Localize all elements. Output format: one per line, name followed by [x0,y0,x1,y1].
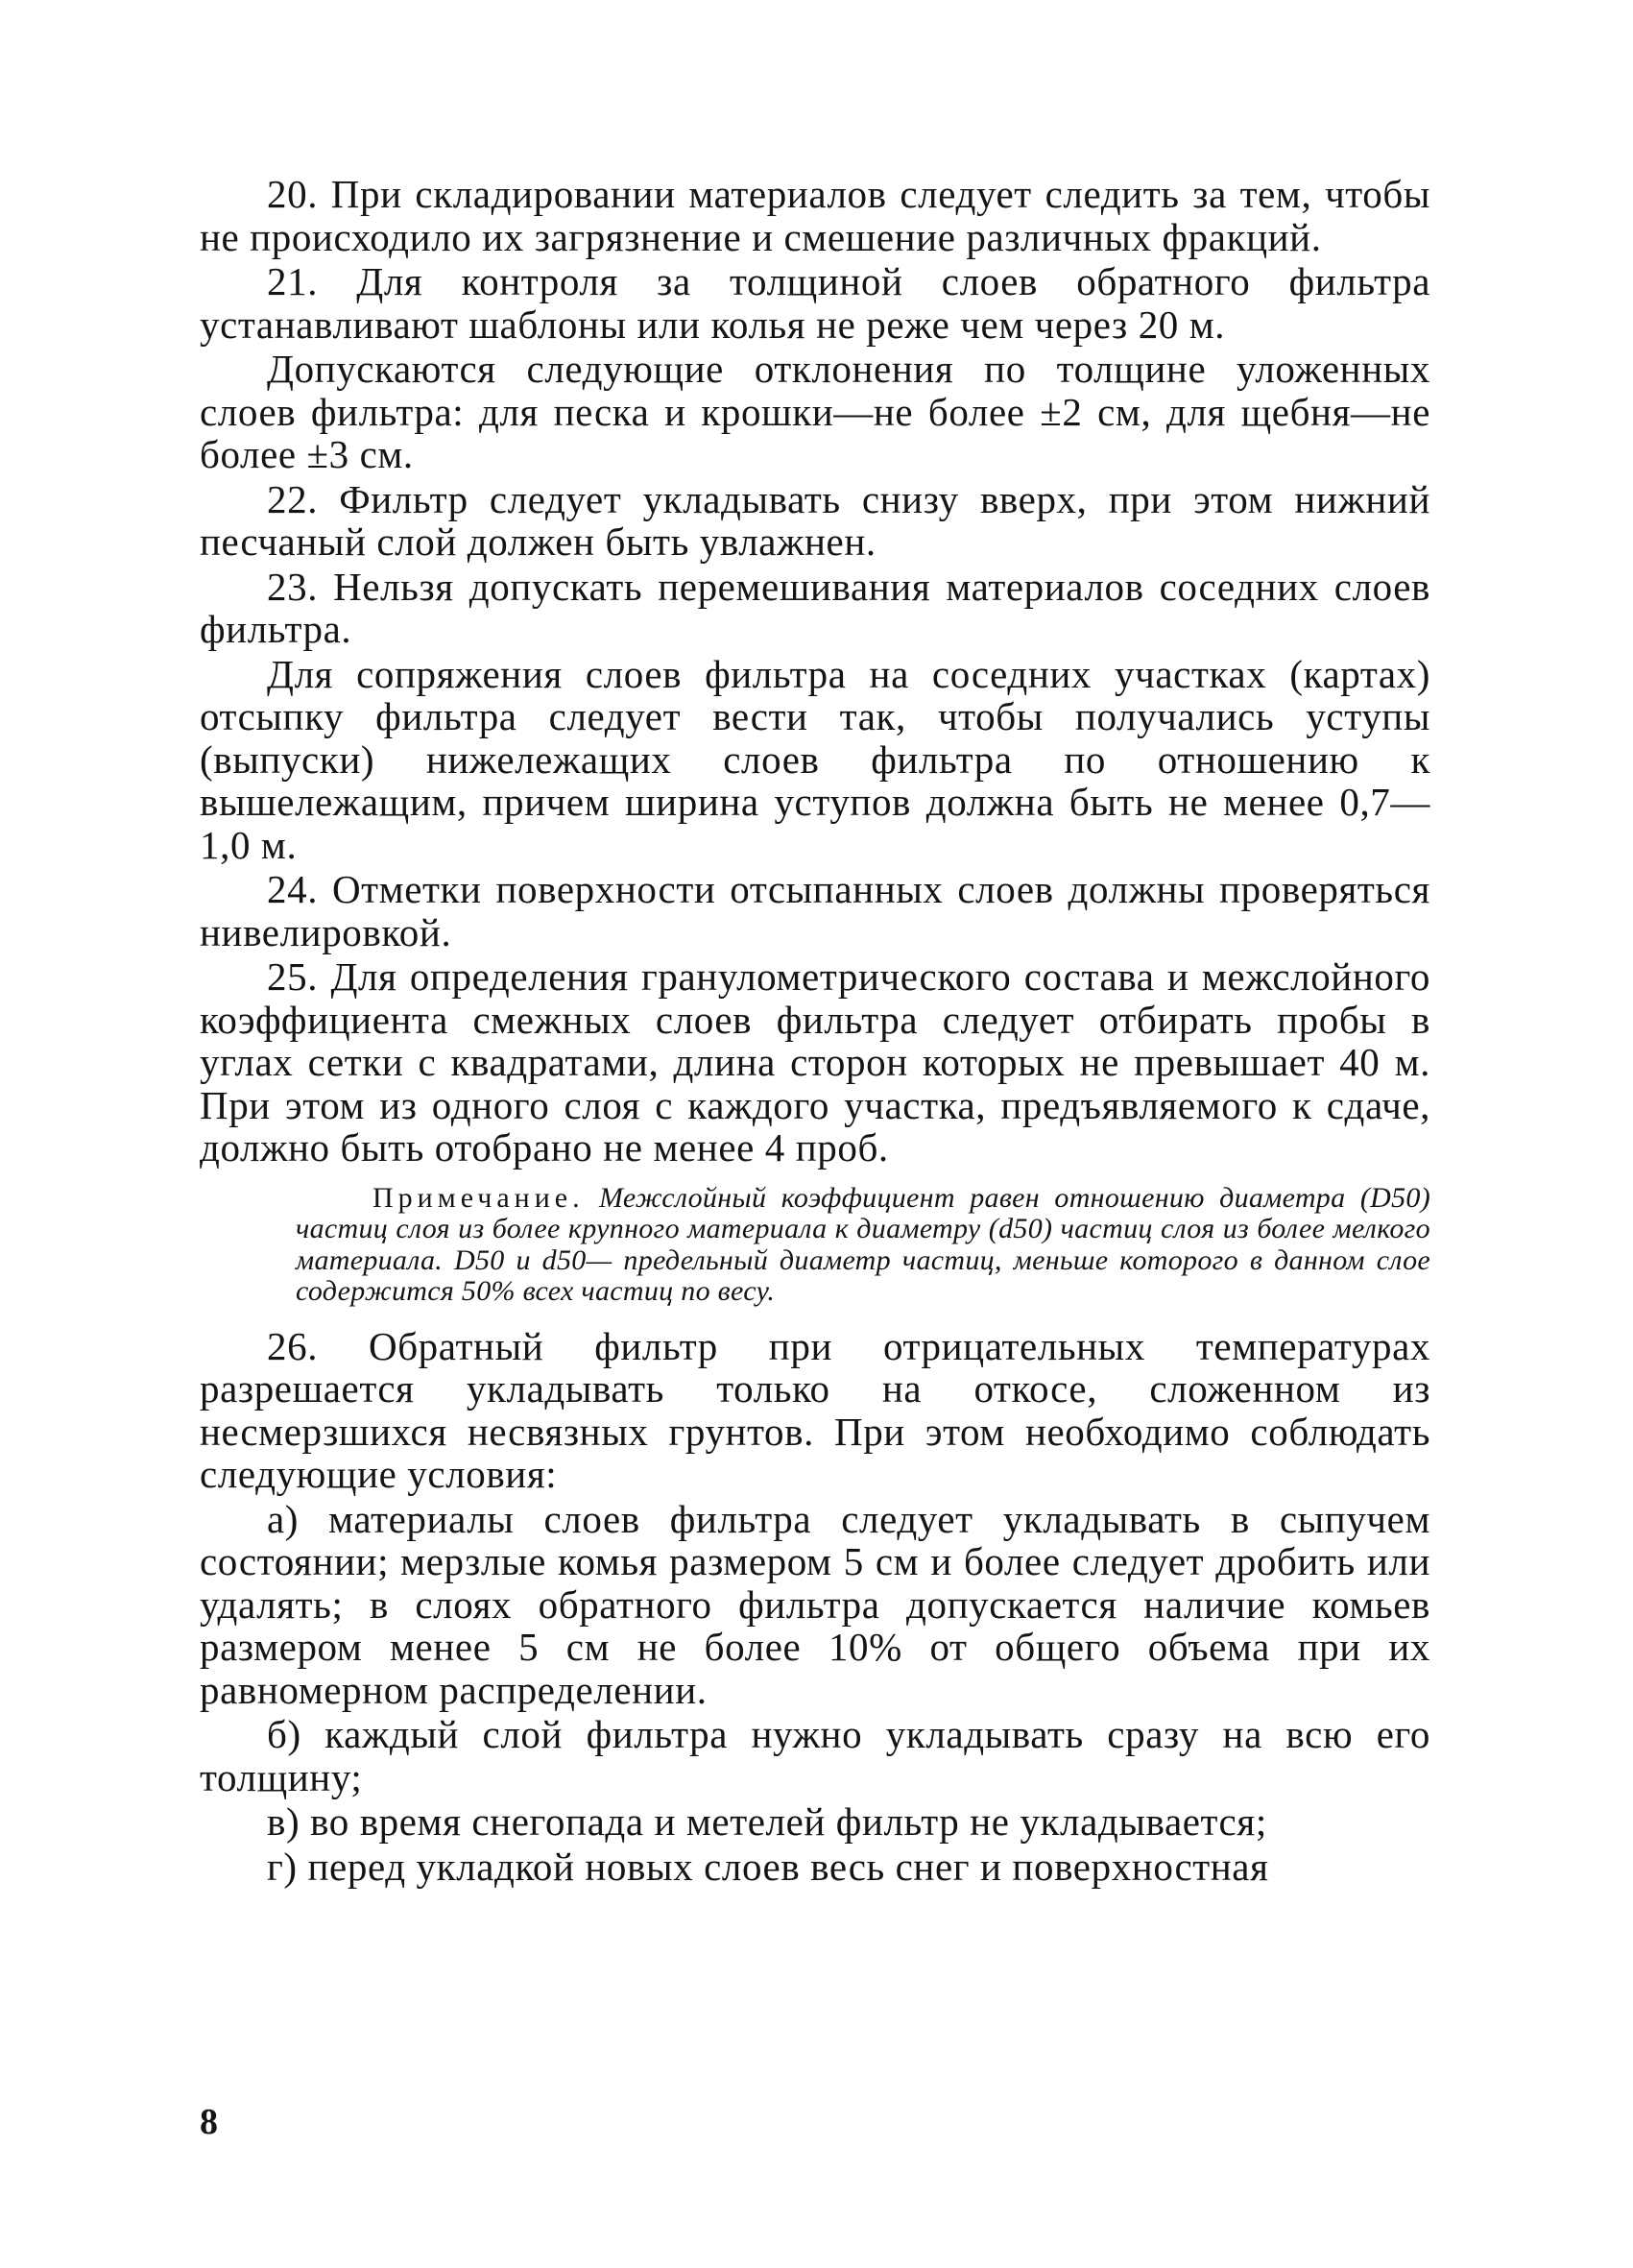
paragraph-26-c: в) во время снегопада и метелей фильтр не укладывается; [267,1799,1267,1844]
paragraph-23: 23. Нельзя допускать перемешивания материалов соседних слоев фильтра. [200,564,1430,651]
note-label: Примечание. [372,1181,585,1214]
paragraph-26-b: б) каждый слой фильтра нужно укладывать сразу на всю его толщину; [200,1712,1430,1799]
paragraph-26-a: а) материалы слоев фильтра следует укладывать в сыпучем состоянии; мерзлые комья размером 5 см и более следует дробить или удалять; в слоях обратного фильтра допускается наличие комьев размером менее 5 см не более 10% от общего объема при их равномерном распределении. [200,1496,1430,1712]
paragraph-25: 25. Для определения гранулометрического состава и межслойного коэффициента смежных слоев фильтра следует отбирать пробы в углах сетки с квадратами, длина сторон которых не превышает 40 м. При этом из одного слоя с каждого участка, предъявляемого к сдаче, должно быть отобрано не менее 4 проб. [200,954,1430,1170]
paragraph-26: 26. Обратный фильтр при отрицательных температурах разрешается укладывать только на откосе, сложенном из несмерзшихся несвязных грунтов. При этом необходимо соблюдать следующие условия: [200,1323,1430,1496]
paragraph-26-d: г) перед укладкой новых слоев весь снег и поверхностная [267,1844,1269,1889]
paragraph-21: 21. Для контроля за толщиной слоев обратного фильтра устанавливают шаблоны или колья не реже чем через 20 м. [200,259,1430,347]
footnote-remark [200,1183,1430,1308]
paragraph-24: 24. Отметки поверхности отсыпанных слоев должны проверяться нивелировкой. [200,867,1430,954]
paragraph-23-steps: Для сопряжения слоев фильтра на соседних участках (картах) отсыпку фильтра следует вести так, чтобы получались уступы (выпуски) нижележащих слоев фильтра по отношению к вышележащим, причем ширина уступов должна быть не менее 0,7—1,0 м. [200,651,1430,867]
paragraph-20: 20. При складировании материалов следует следить за тем, чтобы не происходило их загрязнение и смешение различных фракций. [200,172,1430,259]
note-text: Межслойный коэффициент равен отношению диаметра (D50) частиц слоя из более крупного материала к диаметру (d50) частиц слоя из более мелкого материала. D50 и d50— предельный диаметр частиц, меньше которого в данном слое содержится 50% всех частиц по весу. [296,1181,1430,1307]
paragraph-21-tolerances: Допускаются следующие отклонения по толщине уложенных слоев фильтра: для песка и крошки—не более ±2 см, для щебня—не более ±3 см. [200,347,1430,476]
page-body [200,173,1430,1888]
page-number: 8 [200,2102,218,2142]
paragraph-22: 22. Фильтр следует укладывать снизу вверх, при этом нижний песчаный слой должен быть увлажнен. [200,476,1430,564]
